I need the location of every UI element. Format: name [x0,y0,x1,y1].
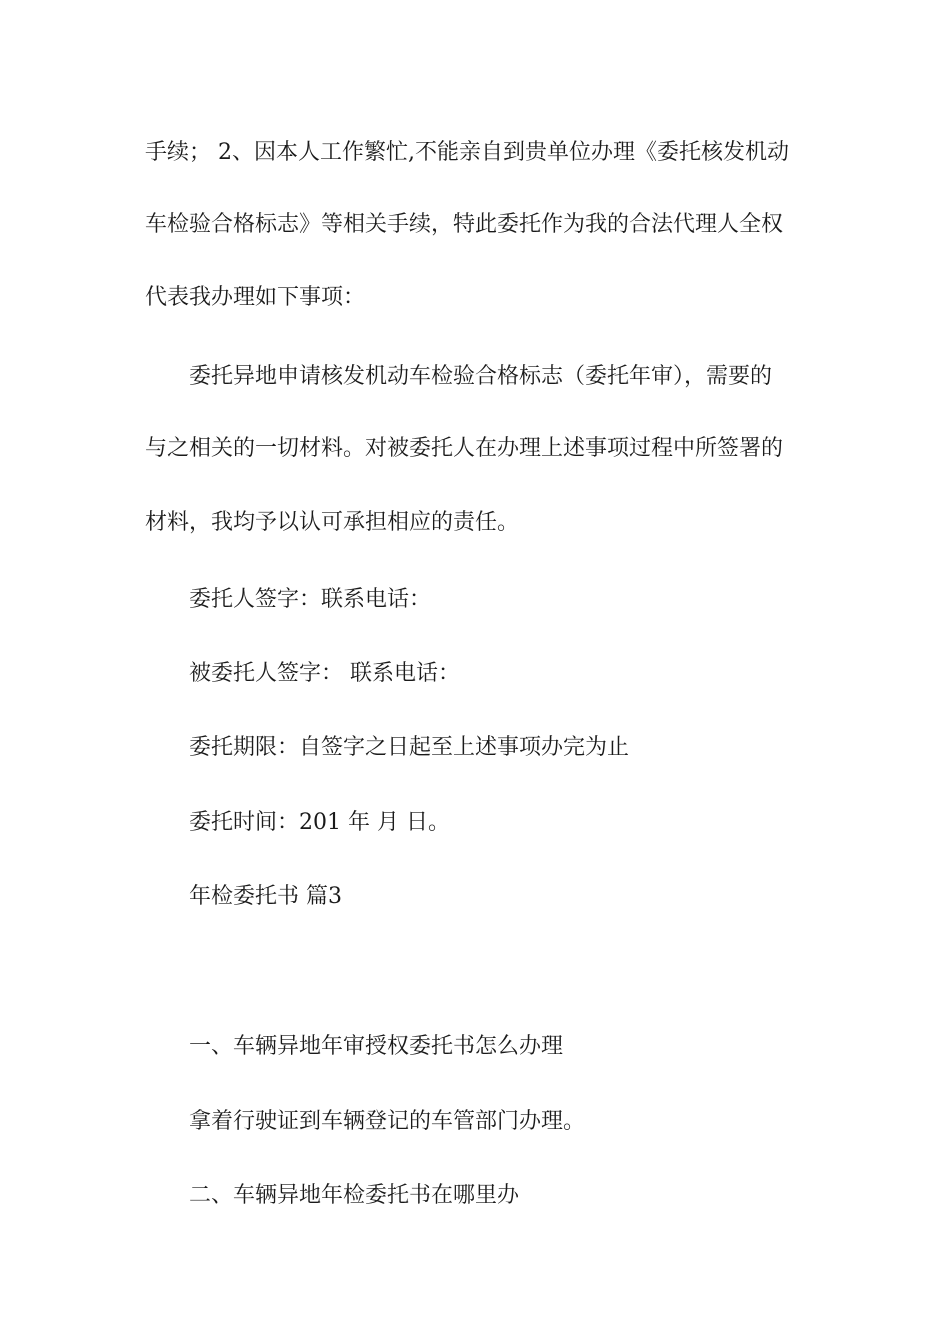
paragraph-1-line-1: 手续； 2、因本人工作繁忙,不能亲自到贵单位办理《委托核发机动 [145,140,789,165]
principal-signature-line: 委托人签字：联系电话： [189,587,432,612]
entrustment-date: 委托时间：201 年 月 日。 [189,810,450,835]
answer-1: 拿着行驶证到车辆登记的车管部门办理。 [189,1109,586,1134]
section-title: 年检委托书 篇3 [189,884,342,909]
agent-signature-line: 被委托人签字： 联系电话： [189,661,460,686]
paragraph-1-line-3: 代表我办理如下事项： [145,285,366,310]
heading-1: 一、车辆异地年审授权委托书怎么办理 [189,1034,564,1059]
heading-2: 二、车辆异地年检委托书在哪里办 [189,1183,520,1208]
paragraph-1-line-2: 车检验合格标志》等相关手续，特此委托作为我的合法代理人全权 [145,212,784,237]
paragraph-2-line-2: 与之相关的一切材料。对被委托人在办理上述事项过程中所签署的 [145,436,784,461]
paragraph-2-line-1: 委托异地申请核发机动车检验合格标志（委托年审），需要的 [189,364,773,389]
paragraph-2-line-3: 材料，我均予以认可承担相应的责任。 [145,510,520,535]
entrustment-term: 委托期限：自签字之日起至上述事项办完为止 [189,735,630,760]
